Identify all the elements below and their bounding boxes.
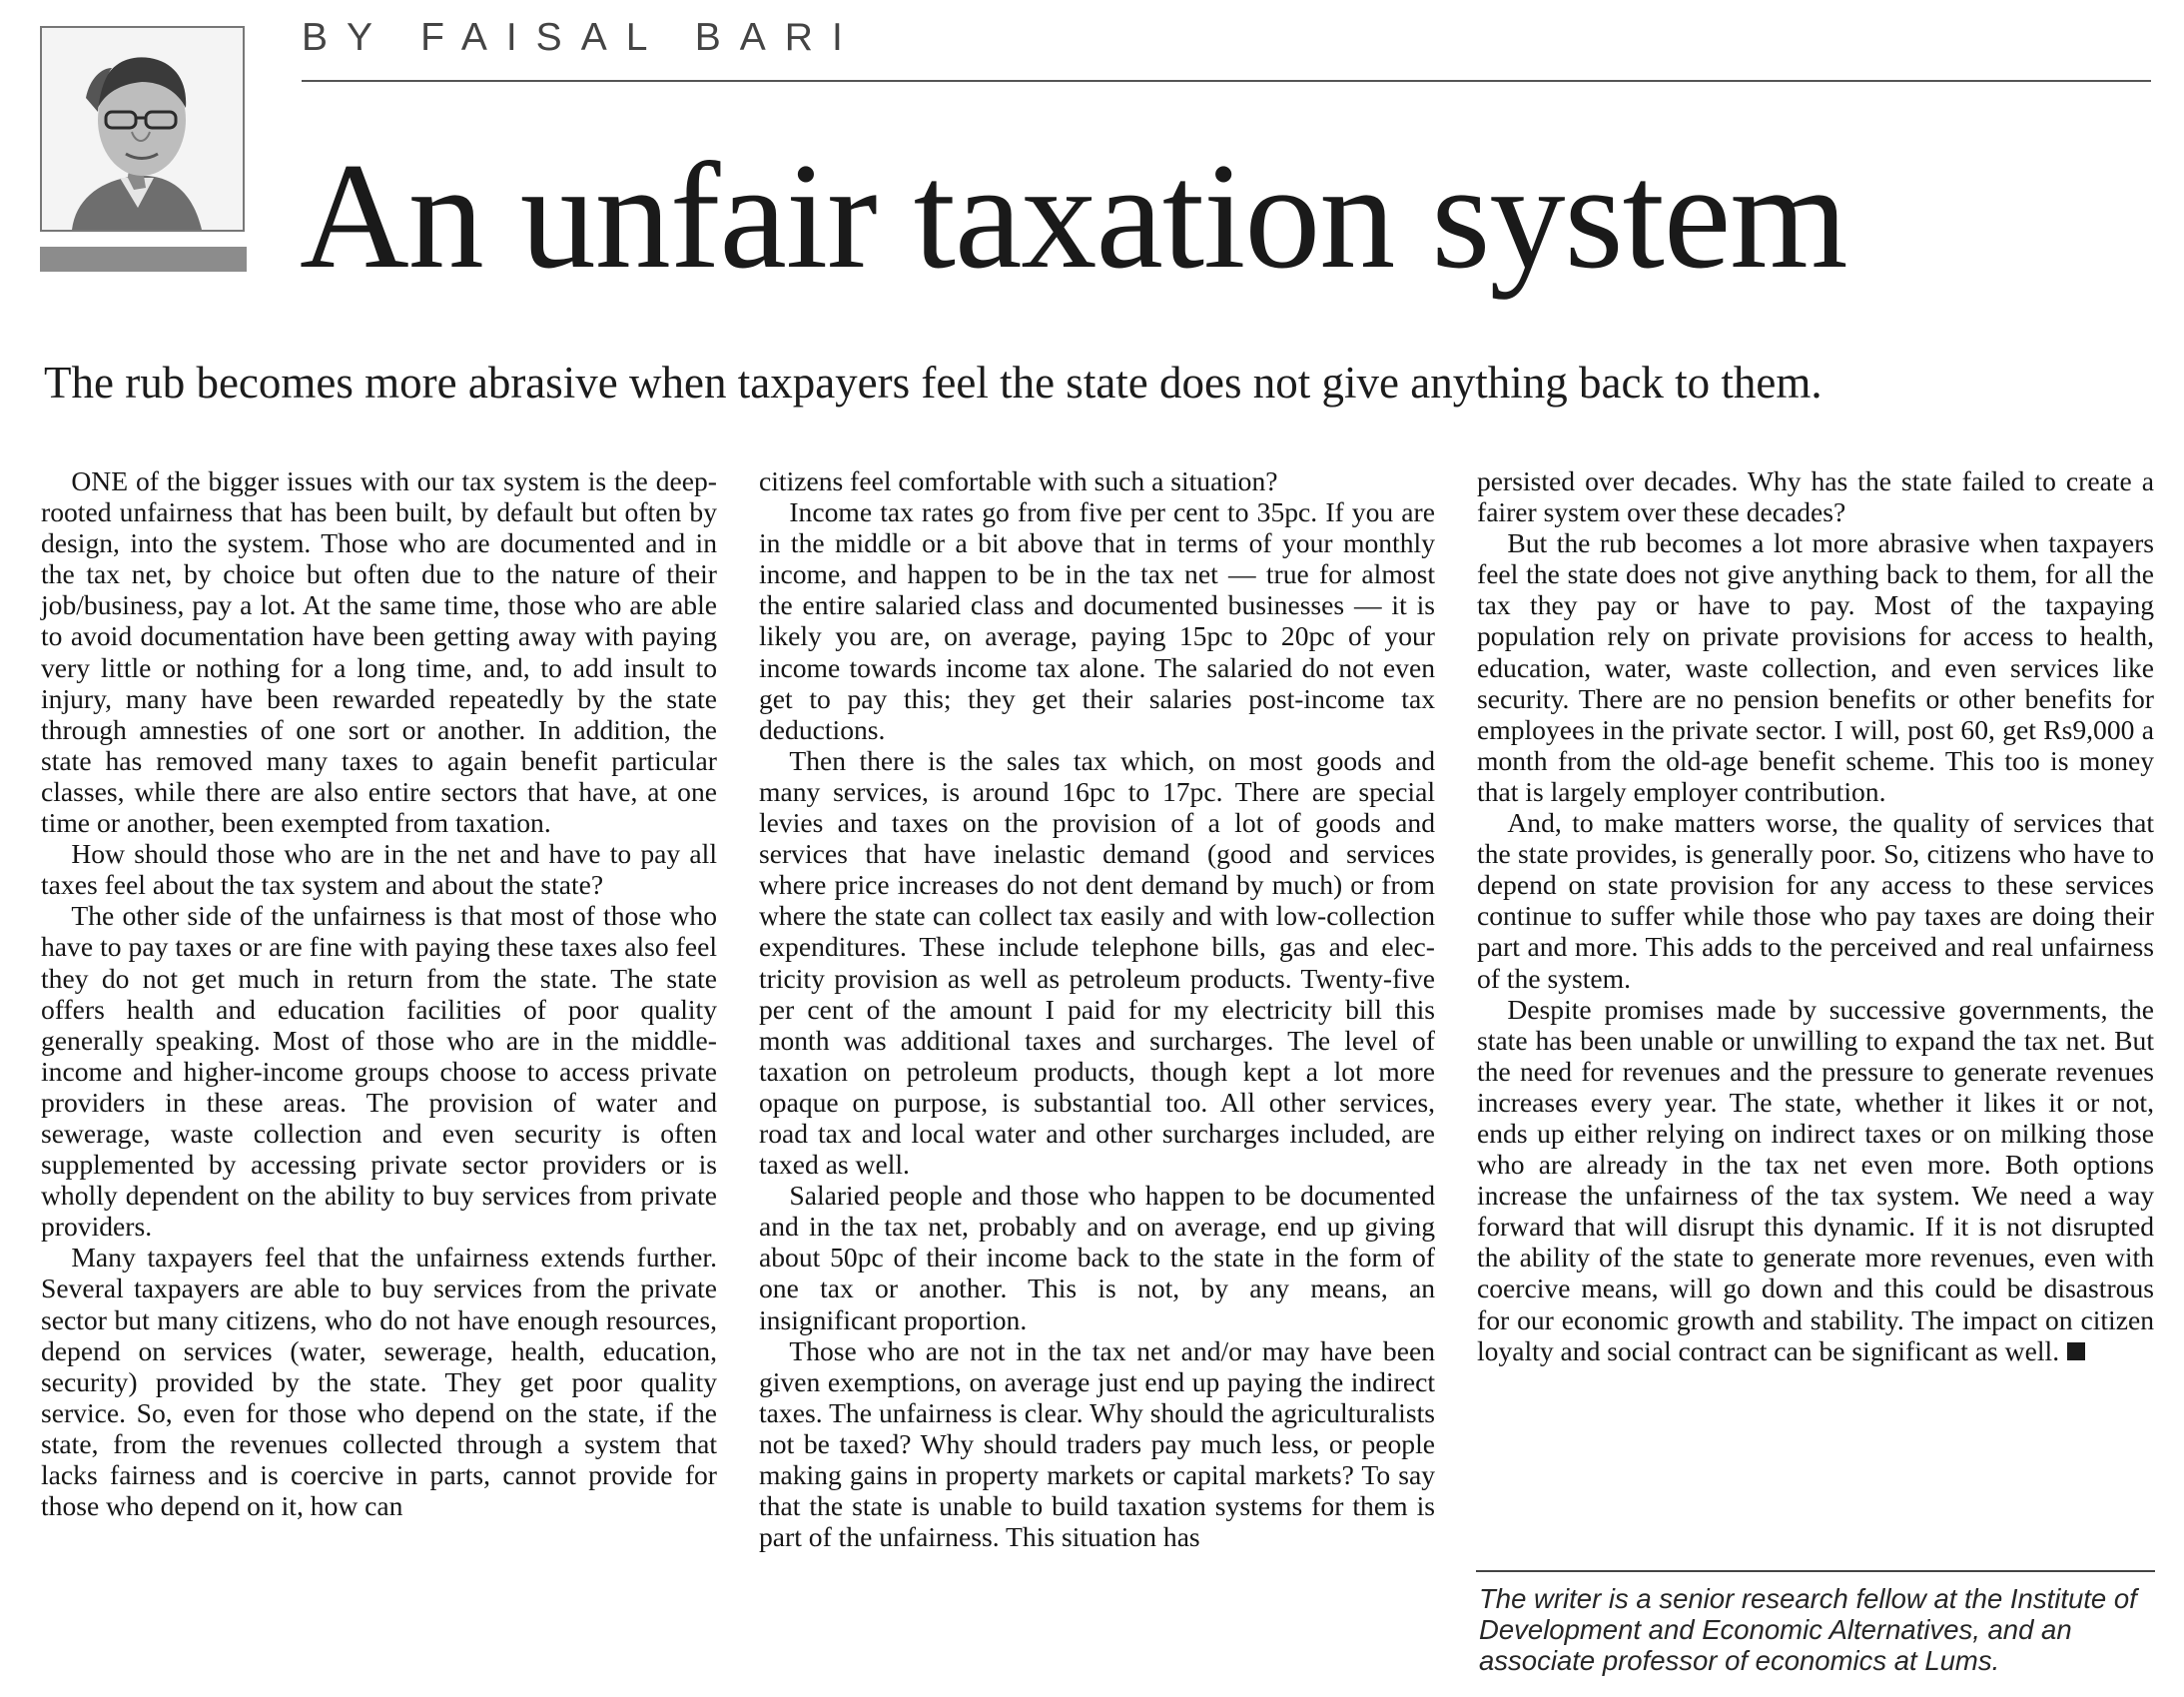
headline: An unfair taxation system bbox=[300, 132, 1847, 300]
article-paragraph: persisted over decades. Why has the state failed to create a fairer system over these decades? bbox=[1477, 465, 2154, 528]
end-of-article-icon bbox=[2067, 1342, 2085, 1360]
author-portrait-icon bbox=[42, 28, 243, 230]
article-paragraph: But the rub becomes a lot more abrasive when taxpayers feel the state does not give anything back to them, for all the tax they pay or have to pay. Most of the taxpaying population rely on private provisions for access to health, education, water, waste collection, and even services like security. There are no pension benefits or other benefits for employees in the private sector. I will, post 60, get Rs9,000 a month from the old-age benefit scheme. This too is money that is largely employer contribution. bbox=[1477, 527, 2154, 807]
article-paragraph: ONE of the bigger issues with our tax system is the deep-rooted unfairness that has been built, by default but often by design, into the system. Those who are documented and in the tax net, by choice but often due to the nature of their job/business, pay a lot. At the same time, those who are able to avoid documentation have been getting away with paying very little or nothing for a long time, and, to add insult to injury, many have been rewarded repeatedly by the state through amnesties of one sort or another. In addition, the state has removed many taxes to again benefit particular classes, while there are also entire sectors that have, at one time or another, been exempted from taxation. bbox=[41, 465, 717, 839]
article-paragraph: Income tax rates go from five per cent to 35pc. If you are in the middle or a bit above that in terms of your monthly income, and happen to be in the tax net — true for almost the entire salaried class and documented businesses — it is likely you are, on average, paying 15pc to 20pc of your income towards income tax alone. The salaried do not even get to pay this; they get their salaries post-income tax deductions. bbox=[759, 496, 1435, 745]
article-paragraph-text: Despite promises made by successive governments, the state has been unable or unwilling to expand the tax net. But the need for revenues and the pressure to generate revenues increases every year. The state, whether it likes it or not, ends up either relying on indirect taxes or on milking those who are already in the tax net even more. Both options increase the unfairness of the tax system. We need a way forward that will disrupt this dynamic. If it is not disrupted the ability of the state to generate more revenues, even with coercive means, will go down and this could be disastrous for our economic growth and stability. The impact on citizen loyalty and social contract can be significant as well. bbox=[1477, 993, 2154, 1366]
article-paragraph: Salaried people and those who happen to be documented and in the tax net, probably and on average, end up giving about 50pc of their income back to the state in the form of one tax or another. This is not, by any means, an insignificant proportion. bbox=[759, 1180, 1435, 1335]
article-paragraph: The other side of the unfairness is that most of those who have to pay taxes or are fine with paying these taxes also feel they do not get much in return from the state. The state offers health and education facilities of poor quality generally speaking. Most of those who are in the middle-income and higher-income groups choose to access private providers in these areas. The provision of water and sewerage, waste collection and even security is often supplemented by accessing private sector providers or is wholly dependent on the ability to buy services from private providers. bbox=[41, 900, 717, 1243]
article-column-3 bbox=[1477, 465, 2154, 1366]
article-paragraph: citizens feel comfortable with such a situation? bbox=[759, 465, 1278, 496]
author-photo bbox=[40, 26, 245, 232]
article-paragraph: And, to make matters worse, the quality of services that the state provides, is generally poor. So, citizens who have to depend on state provision for any access to these services continue to suffer while those who pay taxes are doing their part and more. This adds to the perceived and real unfairness of the system. bbox=[1477, 807, 2154, 994]
article-paragraph: Many taxpayers feel that the unfairness extends further. Several taxpayers are able to buy services from the private sector but many citizens, who do not have enough resources, depend on services (water, sewerage, health, education, security) provided by the state. They get poor quality service. So, even for those who depend on the state, if the state, from the revenues collected through a system that lacks fairness and is coercive in parts, cannot provide for those who depend on it, how can bbox=[41, 1242, 717, 1522]
article-paragraph: Then there is the sales tax which, on most goods and many services, is around 16pc to 17pc. There are special levies and taxes on the provision of a lot of goods and services that have inelastic demand (good and services where price increases do not dent demand by much) or from where the state can collect tax easily and with low-collection expenditures. These include telephone bills, gas and electricity provision as well as petroleum products. Twenty-five per cent of the amount I paid for my electricity bill this month was additional taxes and surcharges. The level of taxation on petroleum products, though kept a lot more opaque on purpose, is substantial too. All other services, road tax and local water and other surcharges included, are taxed as well. bbox=[759, 744, 1435, 1181]
photo-accent-bar bbox=[40, 247, 247, 272]
article-paragraph: Those who are not in the tax net and/or may have been given exemptions, on average just end up paying the indirect taxes. The unfairness is clear. Why should the agriculturalists not be taxed? Why should traders pay much less, or people making gains in property markets or capital markets? To say that the state is unable to build taxation systems for them is part of the unfairness. This situation has bbox=[759, 1334, 1435, 1553]
bio-divider bbox=[1476, 1570, 2155, 1572]
author-bio: The writer is a senior research fellow at the Institute of Development and Economic Alternatives, and an associate professor of economics at Lums. bbox=[1479, 1583, 2137, 1676]
standfirst: The rub becomes more abrasive when taxpayers feel the state does not give anything back to them. bbox=[44, 358, 1822, 408]
byline-divider bbox=[302, 80, 2151, 82]
article-column-2 bbox=[759, 465, 1435, 1552]
article-column-1 bbox=[41, 465, 717, 1521]
byline: BY FAISAL BARI bbox=[302, 16, 862, 59]
article-paragraph bbox=[1477, 994, 2154, 1366]
article-paragraph: How should those who are in the net and have to pay all taxes feel about the tax system and about the state? bbox=[41, 838, 717, 901]
